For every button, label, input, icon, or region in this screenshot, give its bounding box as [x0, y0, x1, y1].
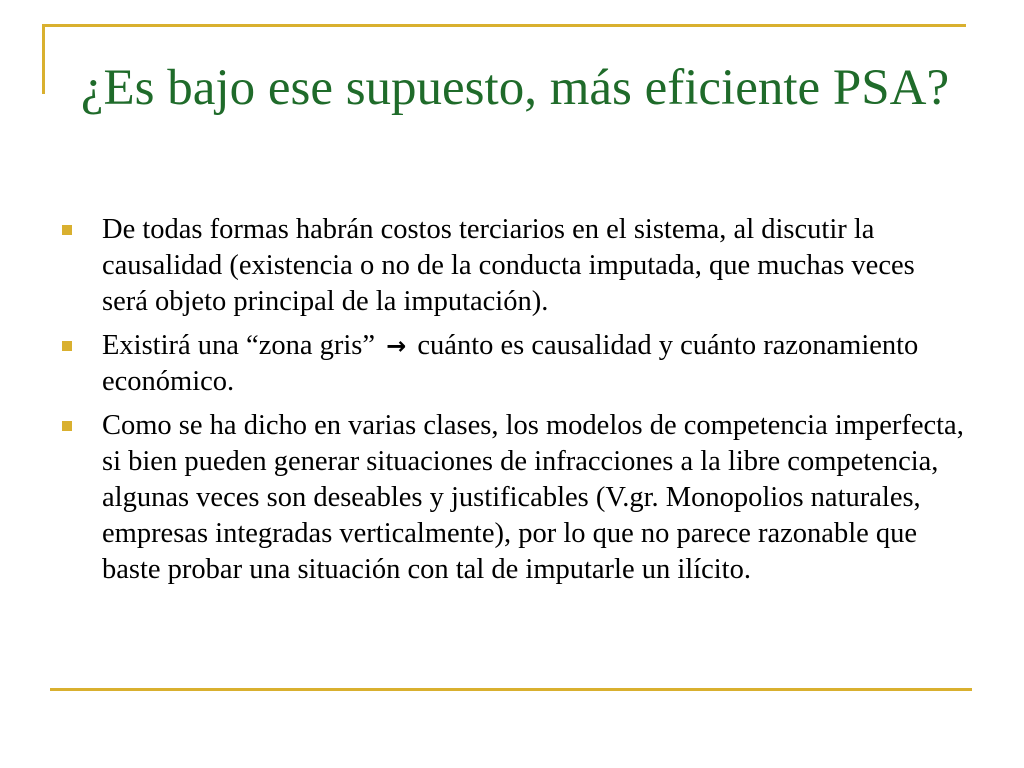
square-bullet-icon [62, 225, 72, 235]
frame-left-line [42, 24, 45, 94]
bullet-text: cuánto es causalidad y cuánto razonamiento económico. [102, 330, 919, 397]
bullet-item [62, 328, 967, 400]
bullet-list [62, 212, 967, 596]
bullet-text: De todas formas habrán costos terciarios en el sistema, al discutir la causalidad (existencia o no de la conducta imputada, que muchas veces será objeto principal de la imputación). [102, 214, 915, 317]
square-bullet-icon [62, 421, 72, 431]
bullet-item [62, 212, 967, 320]
frame-top-line [42, 24, 966, 27]
bullet-text: Como se ha dicho en varias clases, los modelos de competencia imperfecta, si bien pueden generar situaciones de infracciones a la libre competencia, algunas veces son deseables y justificables (V.gr. Monopolios naturales, empresas integradas verticalmente), por lo que no parece razonable que baste probar una situación con tal de imputarle un ilícito. [102, 410, 964, 585]
bullet-item [62, 408, 967, 588]
square-bullet-icon [62, 341, 72, 351]
bullet-text: Existirá una “zona gris” [102, 330, 376, 361]
slide-title: ¿Es bajo ese supuesto, más eficiente PSA? [80, 60, 950, 116]
frame-bottom-line [50, 688, 972, 691]
right-arrow-icon: → [386, 332, 407, 360]
